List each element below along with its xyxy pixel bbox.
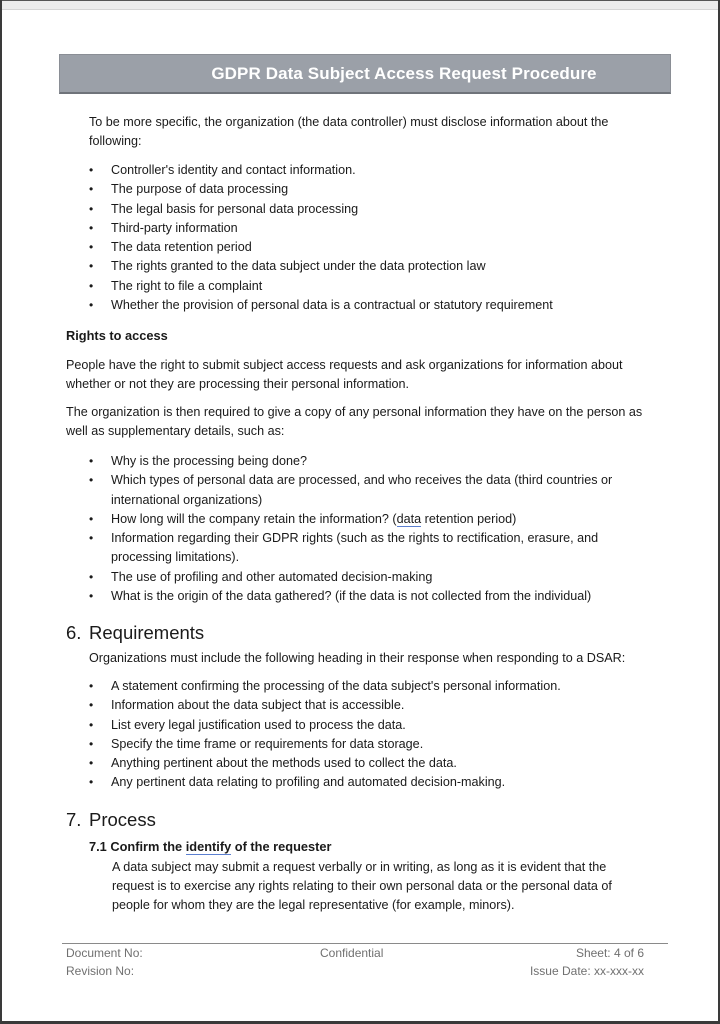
bullet-icon: • xyxy=(89,511,94,526)
bullet-icon: • xyxy=(89,531,94,546)
document-title: GDPR Data Subject Access Request Procedure xyxy=(211,63,597,83)
list-item: • Anything pertinent about the methods used to collect the data. xyxy=(88,754,561,773)
list-item: • Which types of personal data are processed, and who receives the data (third countries or international organizations) xyxy=(89,473,613,507)
rights-paragraph-1-line-1: People have the right to submit subject access requests and ask organizations for information about xyxy=(66,358,623,372)
rights-paragraph-2-line-2: well as supplementary details, such as: xyxy=(66,424,285,438)
list-item: • Controller's identity and contact information. xyxy=(88,161,553,180)
rights-paragraph-2-line-1: The organization is then required to give a copy of any personal information they have on the person as xyxy=(66,405,643,419)
list-item: • The right to file a complaint xyxy=(88,277,553,296)
list-item: • List every legal justification used to process the data. xyxy=(88,716,561,735)
bullet-icon: • xyxy=(89,298,94,313)
bullet-icon: • xyxy=(89,201,94,216)
page-left-border xyxy=(0,0,2,1024)
subsection-7-1-line-3: people for whom they are the legal representative (for example, minors). xyxy=(112,898,515,912)
bullet-icon: • xyxy=(89,679,94,693)
section-6-heading: 6. Requirements xyxy=(66,622,205,643)
spelling-flagged-word[interactable]: identify xyxy=(185,839,232,854)
bullet-icon: • xyxy=(89,589,94,604)
rights-paragraph-1-line-2: whether or not they are processing their personal information. xyxy=(66,377,410,391)
window-top-bar xyxy=(0,0,720,10)
section-7-heading: 7. Process xyxy=(66,809,156,830)
intro-paragraph-line-1: To be more specific, the organization (the data controller) must disclose information about the xyxy=(89,115,609,129)
list-item: • The data retention period xyxy=(88,238,553,257)
list-item: • Whether the provision of personal data is a contractual or statutory requirement xyxy=(88,296,553,315)
section-6-intro: Organizations must include the following heading in their response when responding to a DSAR: xyxy=(89,651,626,665)
bullet-icon: • xyxy=(89,182,94,197)
rights-to-access-heading: Rights to access xyxy=(66,328,168,343)
footer-document-no: Document No: xyxy=(66,946,143,960)
bullet-icon: • xyxy=(89,736,94,751)
disclosure-list xyxy=(88,161,553,315)
bullet-icon: • xyxy=(89,717,94,732)
bullet-icon: • xyxy=(89,775,94,790)
list-item: • Information regarding their GDPR rights (such as the rights to rectification, erasure, and processing limitations). xyxy=(89,531,599,565)
list-item: • Specify the time frame or requirements for data storage. xyxy=(88,735,561,754)
bullet-icon: • xyxy=(89,220,94,235)
intro-paragraph-line-2: following: xyxy=(89,134,142,148)
list-item: • The purpose of data processing xyxy=(88,180,553,199)
footer-classification: Confidential xyxy=(320,946,384,960)
subsection-7-1-line-1: A data subject may submit a request verbally or in writing, as long as it is evident that the xyxy=(112,860,607,874)
list-item: • A statement confirming the processing of the data subject's personal information. xyxy=(88,677,561,696)
subsection-7-1-line-2: request is to exercise any rights relating to their own personal data or the personal data of xyxy=(112,879,612,893)
list-item: • The legal basis for personal data processing xyxy=(88,200,553,219)
bullet-icon: • xyxy=(89,240,94,255)
bullet-icon: • xyxy=(89,473,94,488)
supplementary-details-list xyxy=(88,452,612,606)
list-item: • Third-party information xyxy=(88,219,553,238)
bullet-icon: • xyxy=(89,454,94,468)
bullet-icon: • xyxy=(89,698,94,713)
subsection-7-1-heading: 7.1 Confirm the identify of the requester xyxy=(89,839,332,854)
list-item: • Information about the data subject that is accessible. xyxy=(88,696,561,715)
list-item: • Why is the processing being done? xyxy=(88,452,612,471)
document-title-band xyxy=(59,54,671,94)
list-item: • What is the origin of the data gathered? (if the data is not collected from the individual) xyxy=(88,587,612,606)
footer-issue-date: Issue Date: xx-xxx-xx xyxy=(529,964,644,978)
bullet-icon: • xyxy=(89,756,94,771)
grammar-flagged-word[interactable]: data xyxy=(396,511,422,526)
bullet-icon: • xyxy=(89,163,94,177)
bullet-icon: • xyxy=(89,278,94,293)
list-item: • Any pertinent data relating to profiling and automated decision-making. xyxy=(88,773,561,792)
footer-sheet-number: Sheet: 4 of 6 xyxy=(575,946,644,960)
list-item: • How long will the company retain the information? (data retention period) xyxy=(88,510,612,529)
requirements-list xyxy=(88,677,561,793)
bullet-icon: • xyxy=(89,259,94,274)
footer-divider xyxy=(62,943,668,944)
footer-revision-no: Revision No: xyxy=(66,964,135,978)
bullet-icon: • xyxy=(89,569,94,584)
list-item: • The rights granted to the data subject under the data protection law xyxy=(88,257,553,276)
list-item: • The use of profiling and other automated decision-making xyxy=(88,568,612,587)
